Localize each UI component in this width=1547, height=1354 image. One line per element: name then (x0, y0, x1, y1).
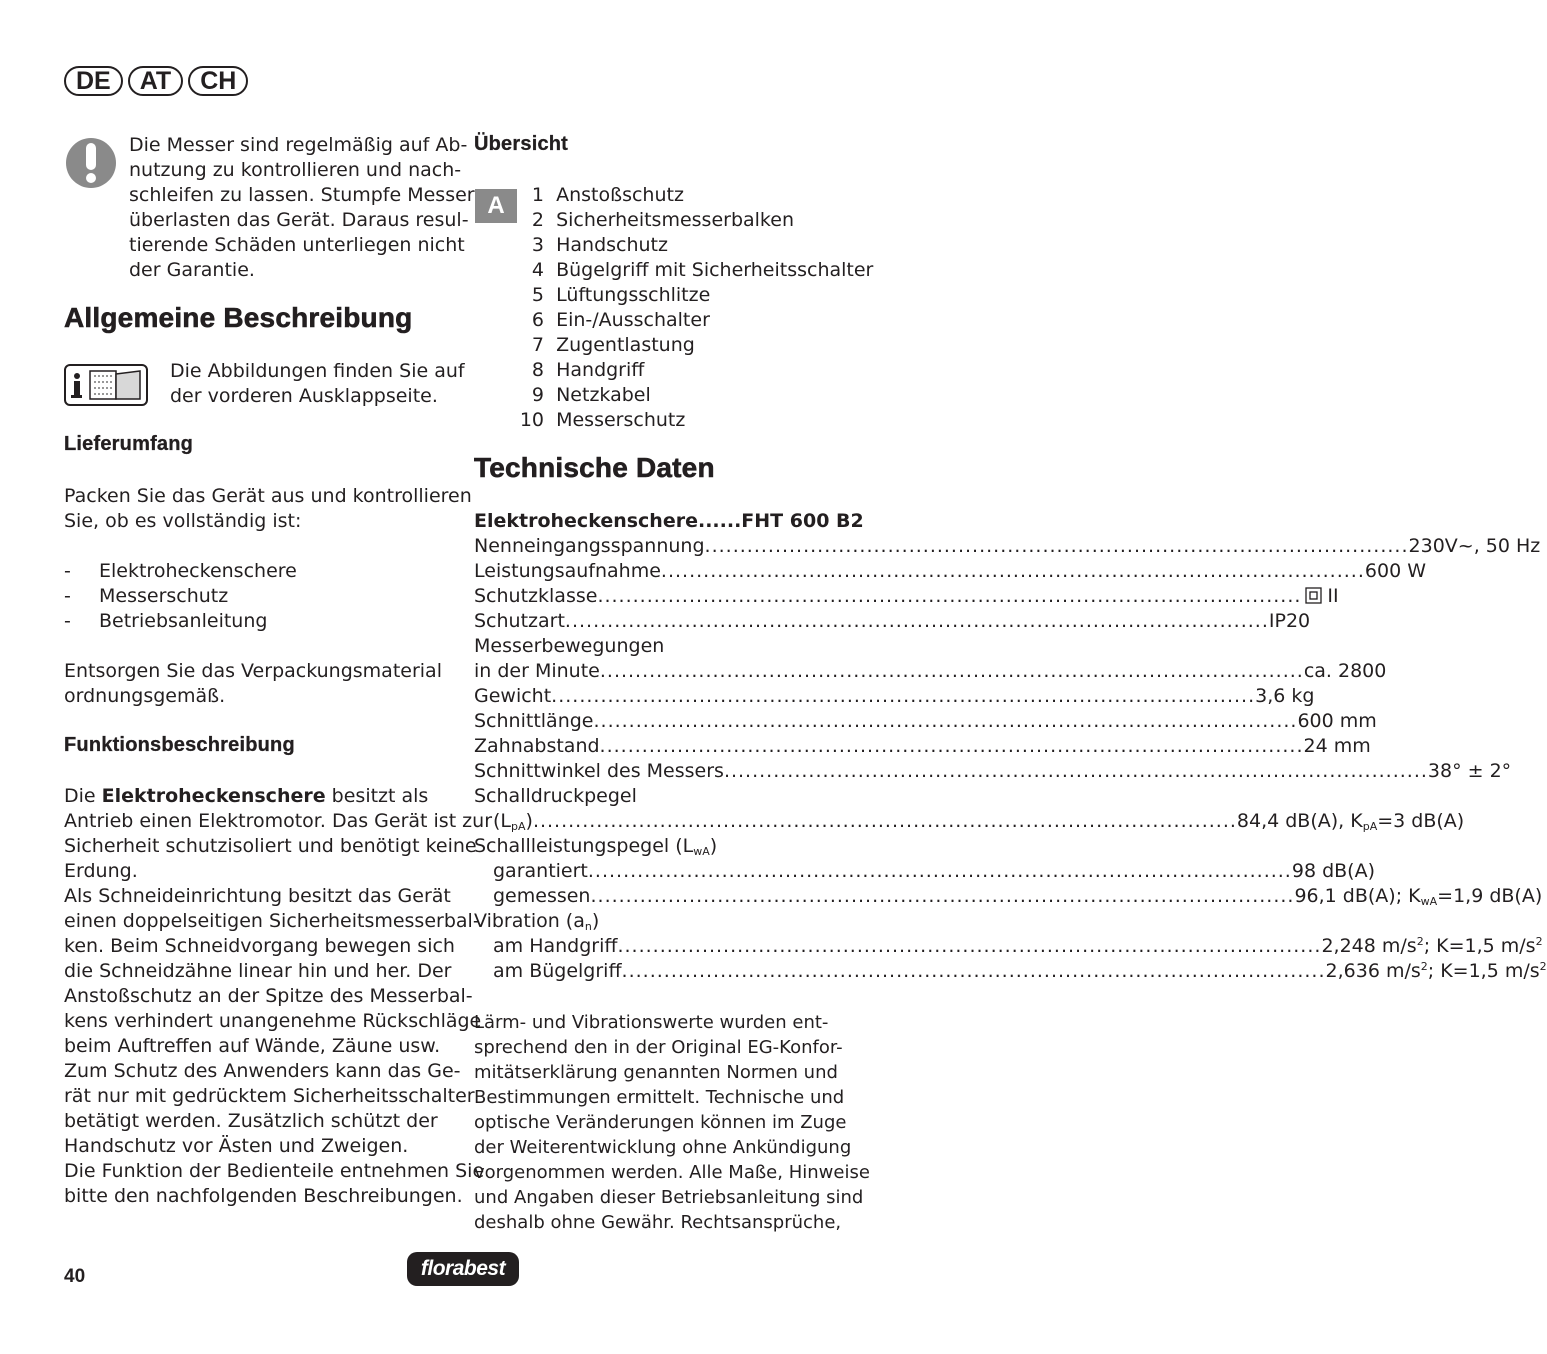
spec-value: 96,1 dB(A); $K_{wA}=1,9$ dB(A) (1294, 885, 1543, 908)
text-line: ordnungsgemäß. (64, 685, 226, 707)
spec-dots (622, 959, 1326, 984)
product-name: Elektroheckenschere (101, 785, 326, 807)
spec-label: am Handgriff (493, 935, 618, 957)
spec-label: Schutzklasse (474, 585, 598, 607)
spec-model-label: Elektroheckenschere (474, 510, 698, 532)
spec-value: II (1327, 585, 1339, 607)
list-item (514, 258, 873, 283)
spec-row (474, 859, 1375, 884)
warning-line: überlasten das Gerät. Daraus resul- (129, 209, 469, 231)
text-line: ken. Beim Schneidvorgang bewegen sich (64, 935, 455, 957)
item-number: 8 (531, 359, 544, 381)
info-line: der vorderen Ausklappseite. (170, 385, 438, 407)
text-line: mitätserklärung genannten Normen und (474, 1062, 838, 1083)
spec-row (474, 684, 1315, 709)
section-title-technische: Technische Daten (474, 452, 715, 483)
spec-dots (533, 809, 1237, 834)
spec-label: gemessen (493, 885, 591, 907)
warning-line: schleifen zu lassen. Stumpfe Messer (129, 184, 475, 206)
spec-label: Messerbewegungen (474, 635, 665, 657)
spec-table (474, 509, 1547, 984)
spec-value-part: 2,636 m/s (1325, 960, 1421, 982)
spec-row (474, 884, 1543, 909)
spec-dots (588, 859, 1292, 884)
spec-value: 600 mm (1297, 710, 1377, 732)
item-number: 3 (531, 234, 544, 256)
bullet: - (64, 585, 71, 607)
item-label: Lüftungsschlitze (556, 284, 711, 306)
text-line: kens verhindert unangenehme Rückschläge (64, 1010, 482, 1032)
list-item (514, 233, 873, 258)
spec-label: Schalldruckpegel (474, 785, 637, 807)
spec-label: Vibration $(a_n)$ (474, 910, 600, 933)
text-line: vorgenommen werden. Alle Maße, Hinweise (474, 1162, 870, 1183)
list-item-label: Betriebsanleitung (99, 610, 268, 632)
spec-model-value: FHT 600 B2 (741, 510, 864, 532)
spec-value-group (1301, 584, 1338, 609)
text-line: Antrieb einen Elektromotor. Das Gerät ist zur (64, 810, 493, 832)
spec-label: Schutzart (474, 610, 565, 632)
spec-row (474, 734, 1371, 759)
spec-label: Zahnabstand (474, 735, 600, 757)
item-number: 10 (519, 409, 544, 431)
spec-value: 2,636 $m/s^2$; K=1,5 $m/s^2$ (1325, 960, 1547, 982)
spec-label: Gewicht (474, 685, 552, 707)
item-label: Bügelgriff mit Sicherheitsschalter (556, 259, 874, 281)
spec-label: Leistungsaufnahme (474, 560, 661, 582)
spec-value: IP20 (1268, 610, 1311, 632)
text-line: rät nur mit gedrücktem Sicherheitsschalter (64, 1085, 475, 1107)
text-line: Sicherheit schutzisoliert und benötigt keine (64, 835, 477, 857)
list-item (514, 408, 873, 433)
spec-dots (600, 659, 1304, 684)
lieferumfang-outro (64, 659, 442, 709)
spec-model-row (474, 509, 864, 534)
spec-label: Schnittlänge (474, 710, 594, 732)
protection-class-icon (1305, 587, 1322, 604)
spec-value: 84,4 dB(A), $K_{pA}=3$ dB(A) (1236, 810, 1465, 833)
spec-row (474, 709, 1377, 734)
text-line: Erdung. (64, 860, 138, 882)
list-item-label: Messerschutz (99, 585, 229, 607)
item-label: Zugentlastung (556, 334, 695, 356)
spec-model-dots: ...... (697, 510, 742, 532)
warning-line: nutzung zu kontrollieren und nach- (129, 159, 462, 181)
item-label: Netzkabel (556, 384, 651, 406)
spec-label: am Bügelgriff (493, 960, 622, 982)
text-line: bitte den nachfolgenden Beschreibungen. (64, 1185, 463, 1207)
spec-value: 3,6 kg (1255, 685, 1315, 707)
text-line: Handschutz vor Ästen und Zweigen. (64, 1135, 409, 1157)
warning-line: Die Messer sind regelmäßig auf Ab- (129, 134, 468, 156)
page-number: 40 (64, 1266, 86, 1287)
section-title-lieferumfang: Lieferumfang (64, 433, 194, 455)
section-title-uebersicht: Übersicht (474, 133, 569, 155)
list-item (514, 183, 873, 208)
text-span: Die (64, 785, 102, 807)
uebersicht-list (514, 183, 873, 433)
spec-row (474, 559, 1426, 584)
lieferumfang-list (64, 559, 297, 634)
text-line: der Weiterentwicklung ohne Ankündigung (474, 1137, 852, 1158)
lieferumfang-intro (64, 484, 472, 534)
item-label: Handschutz (556, 234, 668, 256)
text-line: beim Auftreffen auf Wände, Zäune usw. (64, 1035, 441, 1057)
warning-line: der Garantie. (129, 259, 255, 281)
section-title-allgemeine: Allgemeine Beschreibung (64, 302, 413, 333)
item-number: 9 (531, 384, 544, 406)
technische-note (474, 1010, 870, 1235)
item-label: Messerschutz (556, 409, 686, 431)
list-item (514, 383, 873, 408)
spec-value: 600 W (1364, 560, 1426, 582)
spec-dots (661, 559, 1365, 584)
text-line: Lärm- und Vibrationswerte wurden ent- (474, 1012, 829, 1033)
spec-value: 2,248 $m/s^2$; K=1,5 $m/s^2$ (1321, 935, 1543, 957)
info-line: Die Abbildungen finden Sie auf (170, 360, 465, 382)
warning-icon (66, 138, 116, 188)
spec-value: 230V~, 50 Hz (1408, 535, 1541, 557)
list-item (514, 308, 873, 333)
spec-dots (565, 609, 1269, 634)
list-item (514, 333, 873, 358)
spec-value-part: =1,9 dB(A) (1437, 885, 1543, 907)
spec-row (474, 659, 1387, 684)
spec-value-part: 96,1 dB(A); K (1294, 885, 1421, 907)
spec-dots (551, 684, 1255, 709)
spec-label: Nenneingangsspannung (474, 535, 705, 557)
list-item (514, 358, 873, 383)
spec-row (474, 809, 1465, 834)
country-badges (64, 66, 248, 96)
text-line: Anstoßschutz an der Spitze des Messerbal- (64, 985, 473, 1007)
spec-row (474, 584, 1339, 609)
text-line: optische Veränderungen können im Zuge (474, 1112, 847, 1133)
spec-dots (724, 759, 1428, 784)
list-item (514, 283, 873, 308)
item-number: 2 (531, 209, 544, 231)
text-line: Zum Schutz des Anwenders kann das Ge- (64, 1060, 461, 1082)
spec-label: garantiert (493, 860, 588, 882)
item-label: Sicherheitsmesserbalken (556, 209, 794, 231)
spec-row (474, 534, 1541, 559)
spec-value: ca. 2800 (1303, 660, 1387, 682)
item-number: 6 (531, 309, 544, 331)
spec-value: 38° ± 2° (1427, 760, 1512, 782)
spec-label-part: Schallleistungspegel (L (474, 835, 694, 857)
spec-label-part: Vibration (a (474, 910, 585, 932)
spec-value-part: ; K=1,5 m/s (1427, 960, 1540, 982)
spec-label: Schnittwinkel des Messers (474, 760, 724, 782)
spec-dots (597, 584, 1301, 609)
spec-dots (590, 884, 1294, 909)
spec-dots (593, 709, 1297, 734)
text-line: und Angaben dieser Betriebsanleitung sind (474, 1187, 864, 1208)
info-icon (64, 364, 148, 406)
spec-label: $(L_{pA})$ (493, 810, 533, 833)
item-number: 5 (531, 284, 544, 306)
list-item (64, 559, 297, 584)
bullet: - (64, 560, 71, 582)
item-number: 1 (531, 184, 544, 206)
funktion-text (64, 784, 492, 1209)
text-line: sprechend den in der Original EG-Konfor- (474, 1037, 843, 1058)
section-title-funktion: Funktionsbeschreibung (64, 734, 295, 756)
item-label: Ein-/Ausschalter (556, 309, 710, 331)
text-line: Packen Sie das Gerät aus und kontrollieren (64, 485, 472, 507)
list-item (514, 208, 873, 233)
spec-dots (617, 934, 1321, 959)
item-label: Anstoßschutz (556, 184, 684, 206)
text-line: Sie, ob es vollständig ist: (64, 510, 302, 532)
spec-value-part: 2,248 m/s (1321, 935, 1417, 957)
spec-value: 24 mm (1303, 735, 1371, 757)
text-line: die Schneidzähne linear hin und her. Der (64, 960, 452, 982)
spec-value-part: =3 dB(A) (1377, 810, 1465, 832)
spec-row (474, 759, 1512, 784)
text-line: betätigt werden. Zusätzlich schützt der (64, 1110, 438, 1132)
bullet: - (64, 610, 71, 632)
list-item-label: Elektroheckenschere (99, 560, 297, 582)
spec-label: Schallleistungspegel $(L_{wA})$ (474, 835, 718, 858)
spec-value: 98 dB(A) (1291, 860, 1375, 882)
spec-label: in der Minute (474, 660, 600, 682)
spec-value-part: 84,4 dB(A), K (1236, 810, 1363, 832)
spec-row (474, 959, 1547, 984)
text-line: deshalb ohne Gewähr. Rechtsansprüche, (474, 1212, 842, 1233)
text-span: besitzt als (325, 785, 429, 807)
item-number: 4 (531, 259, 544, 281)
text-line: Als Schneideinrichtung besitzt das Gerät (64, 885, 451, 907)
text-line: einen doppelseitigen Sicherheitsmesserbal- (64, 910, 480, 932)
spec-dots (705, 534, 1409, 559)
text-line: Entsorgen Sie das Verpackungsmaterial (64, 660, 442, 682)
spec-row (474, 609, 1311, 634)
spec-dots (600, 734, 1304, 759)
warning-text (129, 133, 475, 283)
spec-row (474, 934, 1543, 959)
text-line: Die Funktion der Bedienteile entnehmen Sie (64, 1160, 485, 1182)
brand-logo: florabest (407, 1252, 519, 1286)
text-line: Bestimmungen ermittelt. Technische und (474, 1087, 845, 1108)
item-label: Handgriff (556, 359, 645, 381)
warning-line: tierende Schäden unterliegen nicht (129, 234, 465, 256)
country-badge-de: DE (64, 66, 123, 96)
country-badge-ch: CH (188, 66, 248, 96)
figure-label-a: A (475, 189, 517, 223)
spec-value-part: ; K=1,5 m/s (1423, 935, 1536, 957)
list-item (64, 584, 297, 609)
item-number: 7 (531, 334, 544, 356)
list-item (64, 609, 297, 634)
info-text (170, 359, 465, 409)
text-line (64, 784, 492, 809)
country-badge-at: AT (128, 66, 183, 96)
